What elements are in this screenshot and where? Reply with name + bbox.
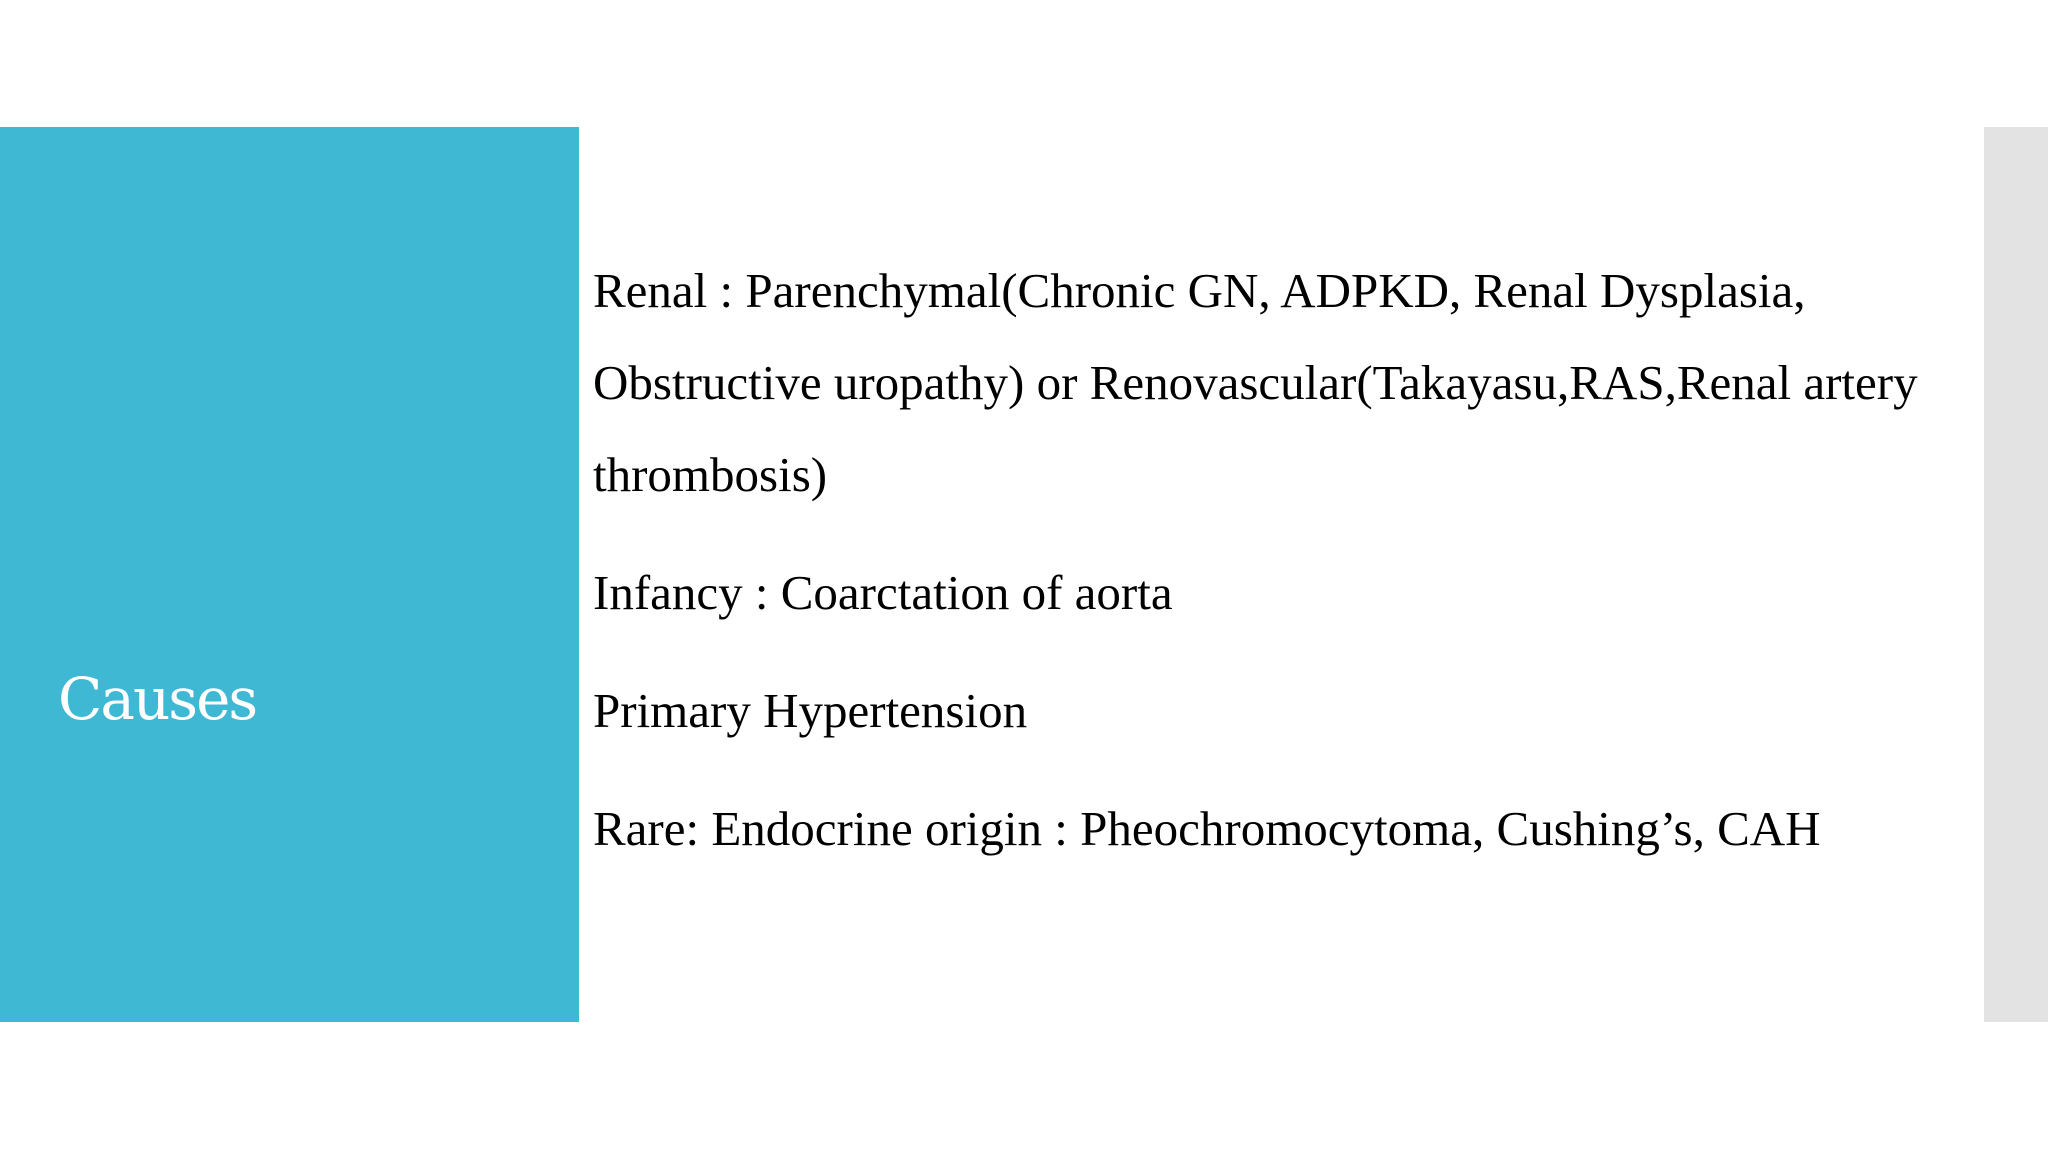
right-accent-bar bbox=[1984, 127, 2048, 1022]
list-item-endocrine: Rare: Endocrine origin : Pheochromocytoma, Cushing’s, CAH bbox=[593, 801, 1821, 856]
title-panel bbox=[0, 127, 579, 1022]
list-item-primary-hypertension: Primary Hypertension bbox=[593, 683, 1028, 738]
cause-list bbox=[593, 245, 1983, 901]
list-item-infancy: Infancy : Coarctation of aorta bbox=[593, 565, 1173, 620]
slide-title: Causes bbox=[58, 665, 257, 733]
list-item-renal: Renal : Parenchymal(Chronic GN, ADPKD, Renal Dysplasia, Obstructive uropathy) or Renovascular(Takayasu,RAS,Renal artery thrombosis) bbox=[593, 263, 1918, 502]
